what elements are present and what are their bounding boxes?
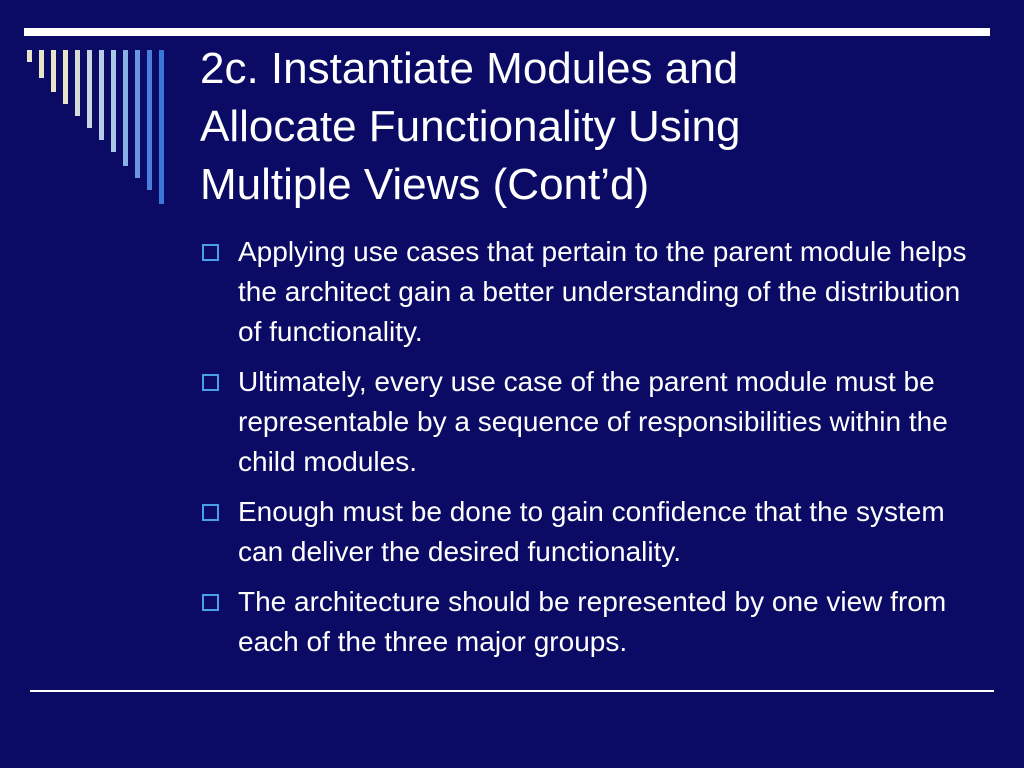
hollow-square-icon xyxy=(202,594,219,611)
vertical-stripes-icon xyxy=(0,0,180,210)
title-line: Allocate Functionality Using xyxy=(200,102,741,151)
stripe xyxy=(147,50,152,190)
stripe xyxy=(123,50,128,166)
hollow-square-icon xyxy=(202,374,219,391)
stripe xyxy=(87,50,92,128)
bullet-list xyxy=(200,232,990,672)
stripe xyxy=(51,50,56,92)
bullet-text: The architecture should be represented by one view from each of the three major groups. xyxy=(238,586,947,657)
bottom-rule xyxy=(30,690,994,692)
hollow-square-icon xyxy=(202,504,219,521)
stripe xyxy=(75,50,80,116)
stripe xyxy=(99,50,104,140)
stripe xyxy=(135,50,140,178)
title-line: 2c. Instantiate Modules and xyxy=(200,44,739,93)
hollow-square-icon xyxy=(202,244,219,261)
bullet-item xyxy=(200,582,990,662)
stripe xyxy=(27,50,32,62)
stripe xyxy=(39,50,44,78)
title-line: Multiple Views (Cont’d) xyxy=(200,160,650,209)
bullet-text: Applying use cases that pertain to the parent module helps the architect gain a better understanding of the distribution of functionality. xyxy=(238,236,967,347)
bullet-item xyxy=(200,232,990,352)
bullet-item xyxy=(200,362,990,482)
stripe xyxy=(159,50,164,204)
bullet-text: Ultimately, every use case of the parent module must be representable by a sequence of responsibilities within the child modules. xyxy=(238,366,948,477)
bullet-item xyxy=(200,492,990,572)
bullet-text: Enough must be done to gain confidence that the system can deliver the desired functionality. xyxy=(238,496,945,567)
stripe xyxy=(63,50,68,104)
stripe xyxy=(111,50,116,152)
slide-title xyxy=(200,40,1000,214)
